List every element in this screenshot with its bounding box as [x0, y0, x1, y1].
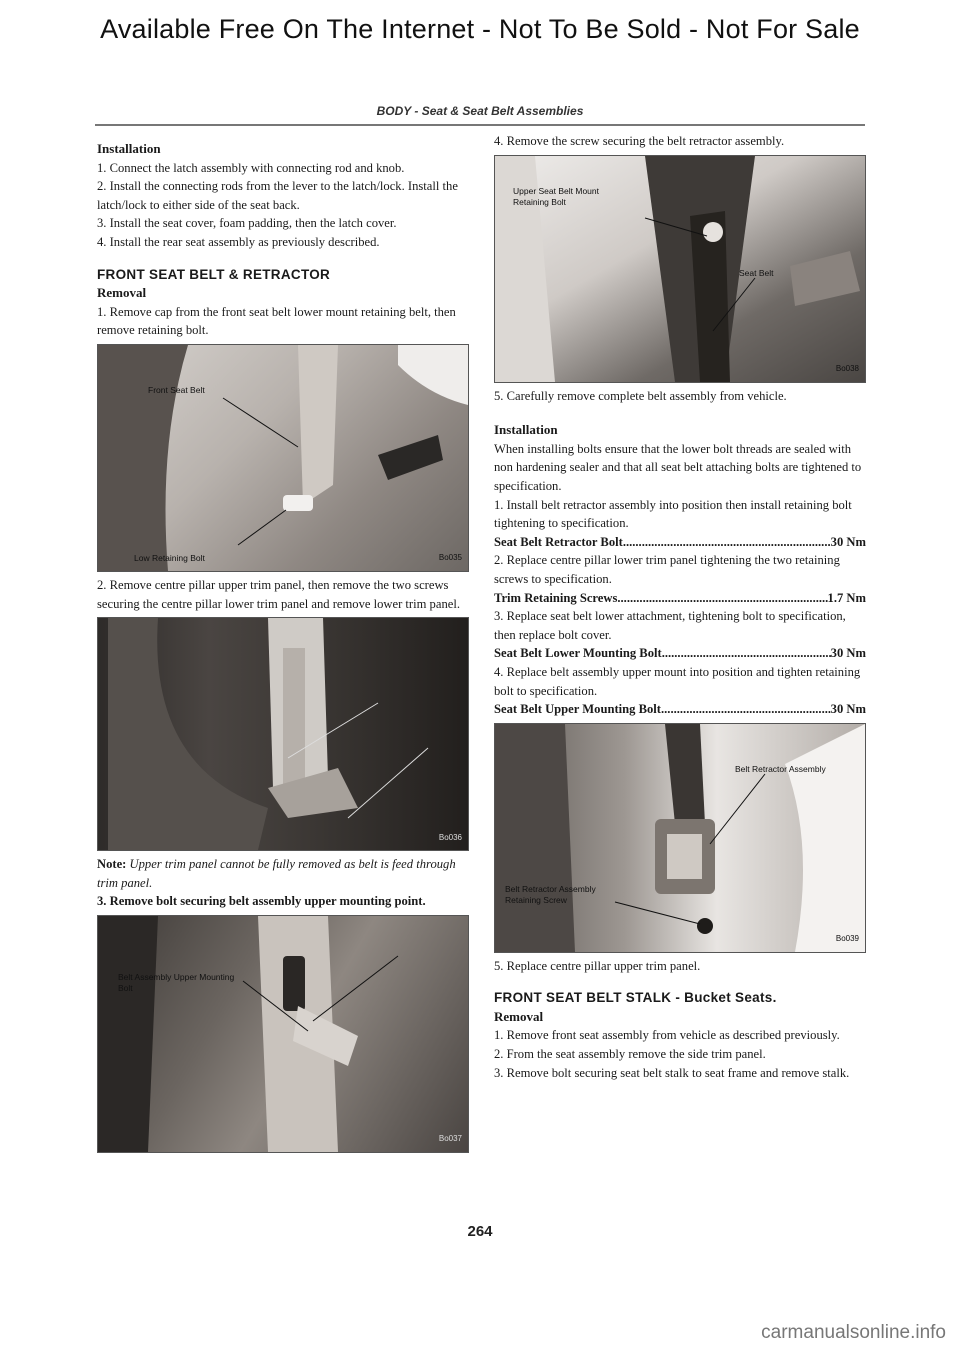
- photo-retractor-assembly: [494, 723, 866, 953]
- photo-illustration: [98, 618, 468, 850]
- photo-retractor-mount: [494, 155, 866, 383]
- spec-name: Trim Retaining Screws: [494, 590, 618, 605]
- spec-name: Seat Belt Retractor Bolt: [494, 534, 623, 549]
- spec-value: 30 Nm: [830, 534, 866, 549]
- photo-upper-mounting: [97, 915, 469, 1153]
- installation-heading: Installation: [97, 141, 161, 156]
- removal-step: 4. Remove the screw securing the belt retractor assembly.: [494, 134, 785, 148]
- removal-step: 2. From the seat assembly remove the side trim panel.: [494, 1047, 766, 1062]
- figure-code: Bo035: [438, 553, 462, 563]
- install-step: 3. Replace seat belt lower attachment, tightening bolt to specification, then replace bolt cover.: [494, 609, 846, 642]
- spec-value: 30 Nm: [830, 702, 866, 717]
- removal-heading: Removal: [494, 1008, 544, 1024]
- note: [97, 855, 469, 892]
- removal-step: 3. Remove bolt securing seat belt stalk to seat frame and remove stalk.: [494, 1065, 850, 1080]
- removal-heading: Removal: [97, 285, 147, 301]
- install-intro: When installing bolts ensure that the lower bolt threads are sealed with non hardening sealer and that all seat belt attaching bolts are tightened to specification.: [494, 441, 862, 493]
- removal-step: 1. Remove cap from the front seat belt lower mount retaining belt, then remove retaining bolt.: [97, 304, 456, 338]
- banner: Available Free On The Internet - Not To Be Sold - Not For Sale: [100, 14, 860, 44]
- install-step: 2. Replace centre pillar lower trim panel tightening the two retaining screws to specification.: [494, 553, 840, 586]
- photo-illustration: [98, 345, 468, 571]
- spec-name: Seat Belt Upper Mounting Bolt: [494, 702, 661, 717]
- torque-spec: [494, 644, 866, 663]
- section-title: FRONT SEAT BELT STALK - Bucket Seats.: [494, 990, 777, 1006]
- watermark: carmanualsonline.info: [761, 1322, 946, 1343]
- right-column: [494, 132, 866, 1082]
- install-step: 2. Install the connecting rods from the lever to the latch/lock. Install the latch/lock to either side of the seat back.: [97, 179, 458, 212]
- callout-retractor-screw: Belt Retractor Assembly Retaining Screw: [505, 883, 596, 905]
- removal-step: 1. Remove front seat assembly from vehicle as described previously.: [494, 1028, 840, 1043]
- torque-spec: [494, 533, 866, 552]
- note-text: Upper trim panel cannot be fully removed as belt is feed through trim panel.: [97, 857, 456, 890]
- page-number: 264: [467, 1223, 493, 1240]
- running-head: BODY - Seat & Seat Belt Assemblies: [376, 104, 584, 118]
- figure-code: Bo038: [835, 364, 859, 373]
- photo-illustration: [98, 916, 468, 1152]
- spec-value: 30 Nm: [830, 646, 866, 661]
- note-label: Note:: [97, 857, 127, 872]
- install-step: 4. Replace belt assembly upper mount into position and tighten retaining bolt to specification.: [494, 664, 861, 698]
- callout-seat-belt: Seat Belt: [739, 267, 774, 278]
- photo-centre-pillar: [97, 617, 469, 851]
- spec-value: 1.7 Nm: [827, 590, 866, 605]
- callout-low-retaining-bolt: Low Retaining Bolt: [134, 552, 205, 563]
- callout-retractor-assembly: Belt Retractor Assembly: [735, 763, 826, 774]
- install-step: 1. Connect the latch assembly with connecting rod and knob.: [97, 160, 405, 175]
- header-rule: [95, 124, 865, 126]
- removal-step: 5. Carefully remove complete belt assembly from vehicle.: [494, 388, 787, 403]
- photo-front-seat-belt: [97, 344, 469, 572]
- figure-code: Bo036: [438, 832, 462, 842]
- callout-upper-mount-bolt: Upper Seat Belt Mount Retaining Bolt: [513, 185, 599, 207]
- figure-code: Bo039: [835, 934, 859, 944]
- install-step: 5. Replace centre pillar upper trim panel.: [494, 958, 701, 973]
- section-title: FRONT SEAT BELT & RETRACTOR: [97, 266, 331, 282]
- photo-illustration: [495, 724, 865, 952]
- figure-code: Bo037: [438, 1134, 462, 1144]
- install-step: 3. Install the seat cover, foam padding, then the latch cover.: [97, 216, 397, 231]
- torque-spec: [494, 589, 866, 608]
- left-column: [97, 140, 469, 1157]
- torque-spec: [494, 700, 866, 719]
- install-step: 1. Install belt retractor assembly into position then install retaining bolt tightening to specification.: [494, 497, 852, 531]
- spec-name: Seat Belt Lower Mounting Bolt: [494, 646, 662, 661]
- callout-front-seat-belt: Front Seat Belt: [148, 384, 205, 395]
- install-step: 4. Install the rear seat assembly as previously described.: [97, 234, 380, 249]
- removal-step: 3. Remove bolt securing belt assembly upper mounting point.: [97, 894, 426, 909]
- callout-upper-mounting-bolt: Belt Assembly Upper Mounting Bolt: [118, 971, 235, 993]
- installation-heading: Installation: [494, 422, 558, 438]
- removal-step: 2. Remove centre pillar upper trim panel, then remove the two screws securing the centre pillar lower trim panel and remove lower trim panel.: [97, 577, 460, 611]
